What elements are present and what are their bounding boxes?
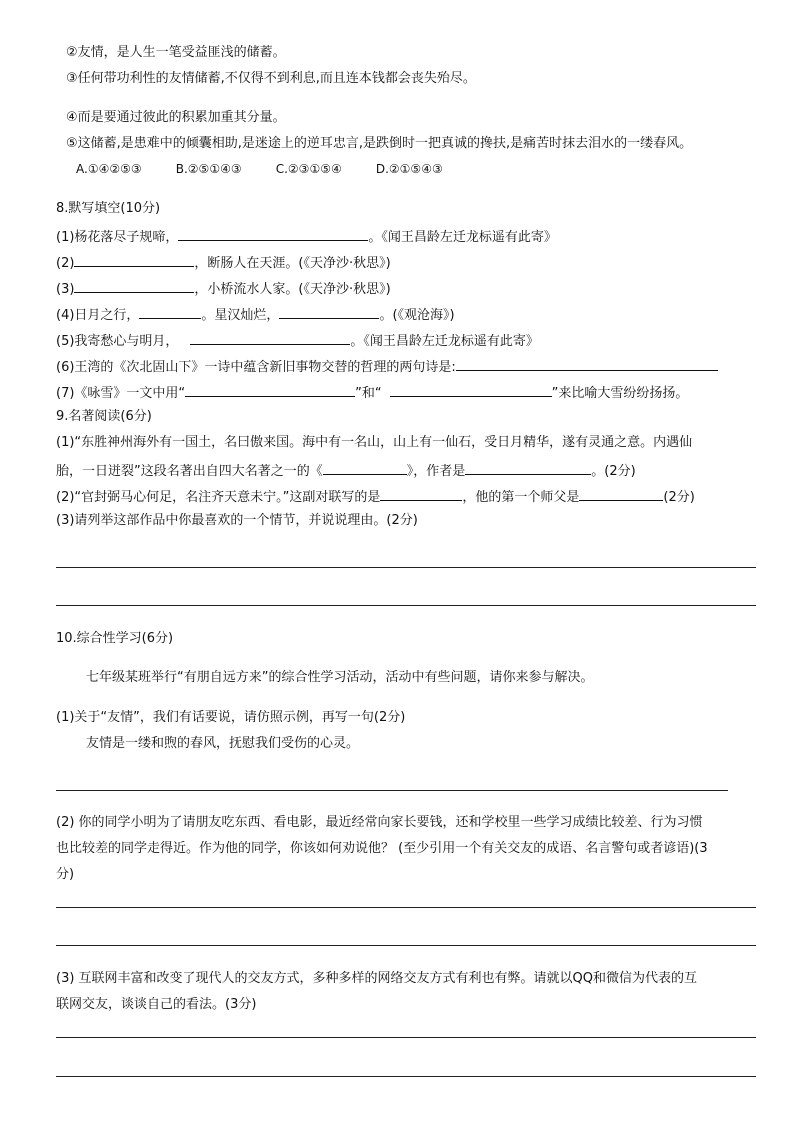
answer-line-q10-2a[interactable] bbox=[56, 907, 756, 908]
q8-line-5: (5)我寄愁心与明月， 。《闻王昌龄左迁龙标遥有此寄》 bbox=[56, 330, 539, 351]
q10-title: 10.综合性学习(6分) bbox=[56, 631, 174, 646]
answer-line-q9-2[interactable] bbox=[56, 605, 756, 606]
blank-teacher[interactable] bbox=[579, 486, 663, 501]
q8-title: 8.默写填空(10分) bbox=[56, 201, 161, 216]
q9-part-1b: 胎，一日迸裂”这段名著出自四大名著之一的《 》，作者是 。(2分) bbox=[56, 460, 636, 481]
option-d[interactable]: D.②①⑤④③ bbox=[375, 162, 443, 176]
blank-3[interactable] bbox=[74, 278, 194, 293]
blank-character[interactable] bbox=[380, 486, 462, 501]
answer-line-q9-1[interactable] bbox=[56, 567, 756, 568]
q10-sub-2c: 分) bbox=[56, 867, 75, 882]
q9-part-1a: (1)“东胜神州海外有一国土，名曰傲来国。海中有一名山，山上有一仙石，受日月精华，遂有灵通之意。内遇仙 bbox=[56, 435, 693, 450]
q8-line-6: (6)王湾的《次北固山下》一诗中蕴含新旧事物交替的哲理的两句诗是: bbox=[56, 356, 718, 377]
q10-sub-1-example: 友情是一缕和煦的春风，抚慰我们受伤的心灵。 bbox=[86, 736, 360, 751]
blank-author[interactable] bbox=[465, 460, 591, 475]
q10-sub-1: (1)关于“友情”，我们有话要说，请仿照示例，再写一句(2分) bbox=[56, 710, 406, 725]
q7-sentence-4: ④而是要通过彼此的积累加重其分量。 bbox=[66, 110, 286, 125]
q9-part-3: (3)请列举这部作品中你最喜欢的一个情节，并说说理由。(2分) bbox=[56, 513, 418, 528]
q10-intro: 七年级某班举行“有朋自远方来”的综合性学习活动，活动中有些问题，请你来参与解决。 bbox=[86, 670, 594, 685]
q7-sentence-2: ②友情，是人生一笔受益匪浅的储蓄。 bbox=[66, 45, 286, 60]
answer-line-q10-3b[interactable] bbox=[56, 1076, 756, 1077]
q8-line-3: (3) ，小桥流水人家。(《天净沙·秋思》) bbox=[56, 278, 391, 299]
q8-line-2: (2) ，断肠人在天涯。(《天净沙·秋思》) bbox=[56, 252, 391, 273]
answer-line-q10-1[interactable] bbox=[56, 790, 728, 791]
blank-4b[interactable] bbox=[279, 304, 379, 319]
blank-book[interactable] bbox=[323, 460, 407, 475]
option-a[interactable]: A.①④②⑤③ bbox=[76, 162, 142, 176]
blank-1[interactable] bbox=[178, 226, 368, 241]
option-c[interactable]: C.②③①⑤④ bbox=[275, 162, 342, 176]
q7-sentence-5: ⑤这储蓄,是患难中的倾囊相助,是迷途上的逆耳忠言,是跌倒时一把真诚的搀扶,是痛苦时抹去泪水的一缕春风。 bbox=[66, 136, 693, 151]
q10-sub-3a: (3) 互联网丰富和改变了现代人的交友方式，多种多样的网络交友方式有利也有弊。请就以QQ和微信为代表的互 bbox=[56, 971, 698, 986]
q7-options bbox=[76, 160, 443, 179]
q8-line-1: (1)杨花落尽子规啼， 。《闻王昌龄左迁龙标遥有此寄》 bbox=[56, 226, 557, 247]
q10-sub-2a: (2) 你的同学小明为了请朋友吃东西、看电影，最近经常向家长要钱，还和学校里一些学习成绩比较差、行为习惯 bbox=[56, 815, 703, 830]
q7-sentence-3: ③任何带功利性的友情储蓄,不仅得不到利息,而且连本钱都会丧失殆尽。 bbox=[66, 71, 476, 86]
blank-7b[interactable] bbox=[390, 382, 552, 397]
blank-2[interactable] bbox=[74, 252, 194, 267]
q10-sub-2b: 也比较差的同学走得近。作为他的同学，你该如何劝说他？ (至少引用一个有关交友的成语、名言警句或者谚语)(3 bbox=[56, 841, 708, 856]
blank-7a[interactable] bbox=[185, 382, 355, 397]
q10-sub-3b: 联网交友，谈谈自己的看法。(3分) bbox=[56, 997, 257, 1012]
blank-5[interactable] bbox=[190, 330, 350, 345]
blank-6[interactable] bbox=[456, 356, 718, 371]
q8-line-7: (7)《咏雪》一文中用“ ”和“ ”来比喻大雪纷纷扬扬。 bbox=[56, 382, 688, 403]
option-b[interactable]: B.②⑤①④③ bbox=[175, 162, 242, 176]
answer-line-q10-2b[interactable] bbox=[56, 945, 756, 946]
q8-line-4: (4)日月之行， 。星汉灿烂， 。(《观沧海》) bbox=[56, 304, 455, 325]
q9-part-2: (2)“官封弼马心何足，名注齐天意未宁。”这副对联写的是 ，他的第一个师父是 (2分) bbox=[56, 486, 695, 507]
blank-4a[interactable] bbox=[139, 304, 201, 319]
answer-line-q10-3a[interactable] bbox=[56, 1037, 756, 1038]
q9-title: 9.名著阅读(6分) bbox=[56, 409, 152, 424]
